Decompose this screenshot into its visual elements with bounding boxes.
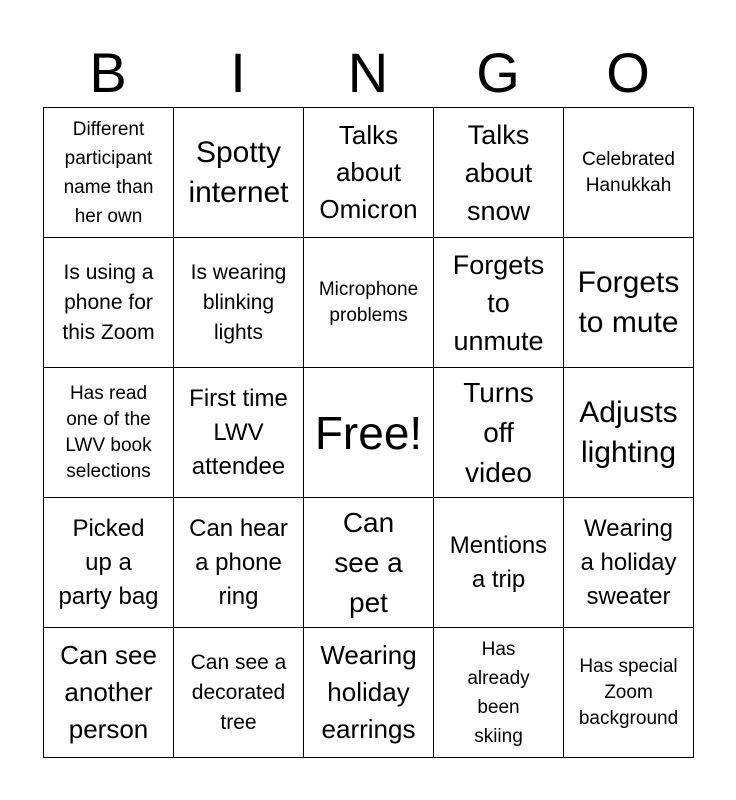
cell-text: First time LWV attendee — [189, 384, 288, 480]
header-letter-o: O — [606, 41, 650, 104]
bingo-cell[interactable] — [44, 628, 174, 758]
bingo-cell[interactable] — [564, 238, 694, 368]
cell-text: Forgets to mute — [577, 265, 680, 339]
cell-text: Celebrated Hanukkah — [582, 148, 675, 196]
bingo-cell[interactable] — [434, 498, 564, 628]
bingo-cell[interactable] — [44, 238, 174, 368]
bingo-cell[interactable] — [564, 368, 694, 498]
header-letter-i: I — [230, 41, 246, 104]
bingo-header — [43, 40, 693, 106]
cell-text: Can see a pet — [334, 506, 403, 618]
cell-text: Talks about snow — [464, 119, 533, 226]
bingo-cell[interactable] — [434, 628, 564, 758]
cell-text: Forgets to unmute — [452, 249, 545, 356]
bingo-cell[interactable] — [174, 238, 304, 368]
cell-text: Picked up a party bag — [58, 514, 159, 610]
cell-text: Talks about Omicron — [319, 120, 418, 224]
cell-text: Wearing holiday earrings — [320, 640, 417, 744]
cell-text: Spotty internet — [188, 135, 289, 209]
cell-text: Has read one of the LWV book selections — [65, 382, 152, 482]
board-row — [44, 628, 694, 758]
bingo-cell[interactable] — [44, 498, 174, 628]
bingo-cell[interactable] — [174, 498, 304, 628]
bingo-cell[interactable] — [564, 628, 694, 758]
bingo-cell[interactable] — [564, 108, 694, 238]
cell-text: Wearing a holiday sweater — [580, 514, 677, 610]
bingo-cell[interactable] — [564, 498, 694, 628]
header-letter-n: N — [347, 41, 389, 104]
bingo-cell[interactable] — [434, 238, 564, 368]
bingo-cell[interactable] — [304, 628, 434, 758]
free-space[interactable] — [304, 368, 434, 498]
cell-text: Can see a decorated tree — [190, 650, 287, 734]
cell-text: Can hear a phone ring — [189, 514, 288, 610]
bingo-cell[interactable] — [434, 368, 564, 498]
cell-text: Has already been skiing — [467, 638, 530, 747]
board-row — [44, 238, 694, 368]
bingo-cell[interactable] — [174, 628, 304, 758]
bingo-cell[interactable] — [304, 498, 434, 628]
header-letter-b: B — [89, 41, 127, 104]
bingo-cell[interactable] — [304, 108, 434, 238]
cell-text: Mentions a trip — [449, 531, 548, 593]
cell-text: Free! — [314, 406, 423, 459]
board-row — [44, 108, 694, 238]
board-row — [44, 498, 694, 628]
cell-text: Can see another person — [60, 640, 157, 744]
cell-text: Turns off video — [463, 376, 534, 488]
bingo-cell[interactable] — [304, 238, 434, 368]
header-letter-g: G — [476, 41, 520, 104]
bingo-cell[interactable] — [434, 108, 564, 238]
cell-text: Different participant name than her own — [63, 118, 154, 227]
board-row — [44, 368, 694, 498]
cell-text: Microphone problems — [318, 278, 419, 326]
cell-text: Is using a phone for this Zoom — [62, 260, 155, 344]
cell-text: Is wearing blinking lights — [190, 260, 287, 344]
cell-text: Adjusts lighting — [579, 395, 678, 469]
bingo-board — [43, 107, 694, 758]
bingo-cell[interactable] — [174, 108, 304, 238]
cell-text: Has special Zoom background — [578, 655, 679, 729]
bingo-cell[interactable] — [44, 368, 174, 498]
bingo-cell[interactable] — [174, 368, 304, 498]
bingo-cell[interactable] — [44, 108, 174, 238]
